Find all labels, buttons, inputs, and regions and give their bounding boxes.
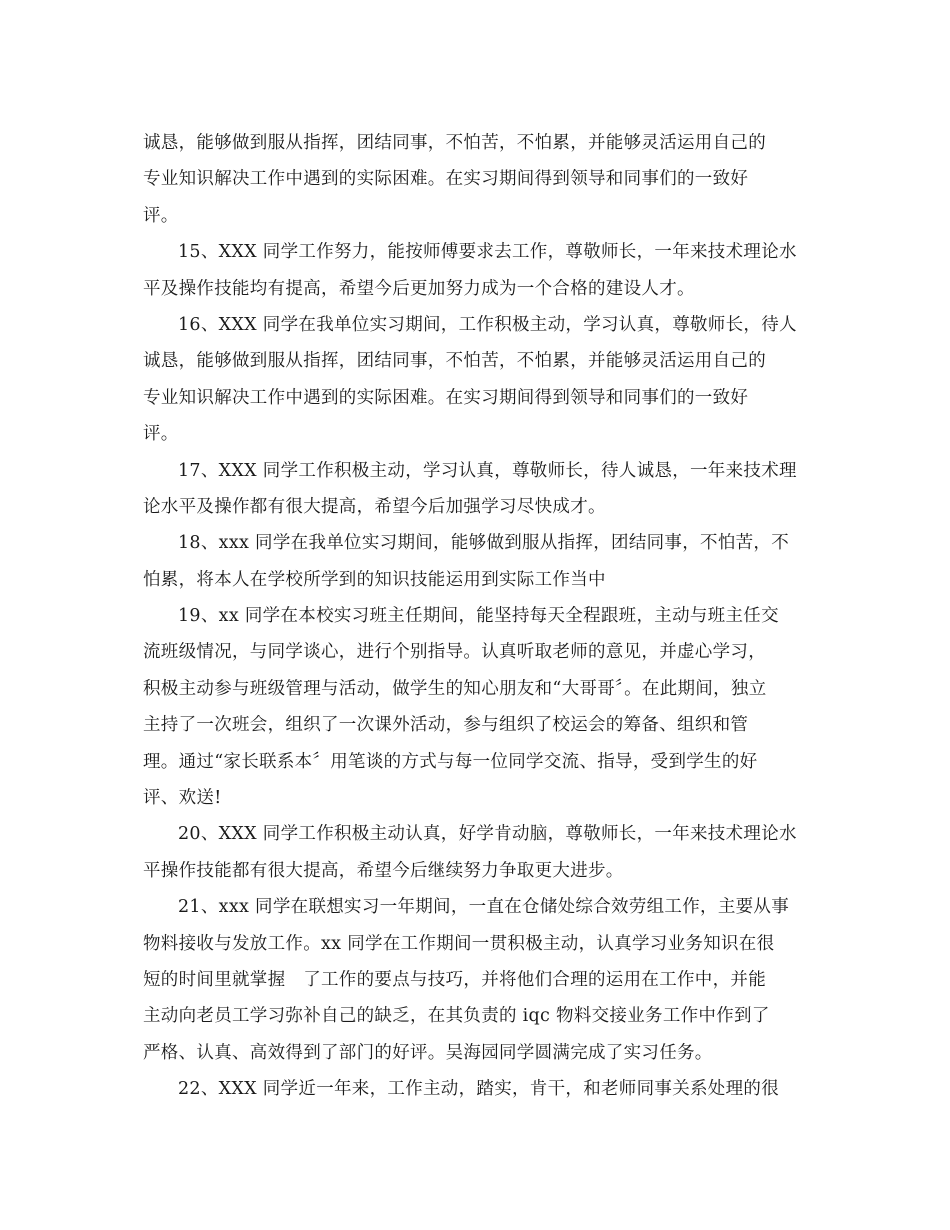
text-line: 理。通过“家长联系本〞用笔谈的方式与每一位同学交流、指导，受到学生的好 [143,751,758,772]
text-line: 17、XXX 同学工作积极主动，学习认真，尊敬师长，待人诚恳，一年来技术理 [178,460,797,481]
text-line: 专业知识解决工作中遇到的实际困难。在实习期间得到领导和同事们的一致好 [143,169,749,190]
text-line: 专业知识解决工作中遇到的实际困难。在实习期间得到领导和同事们的一致好 [143,387,749,408]
paragraph-15 [143,234,823,307]
text-line: 积极主动参与班级管理与活动，做学生的知心朋友和“大哥哥〞。在此期间，独立 [143,678,767,699]
text-line: 22、XXX 同学近一年来，工作主动，踏实，肯干，和老师同事关系处理的很 [178,1079,780,1100]
text-line: 18、xxx 同学在我单位实习期间，能够做到服从指挥，团结同事，不怕苦，不 [178,533,790,554]
paragraph-17 [143,453,823,526]
text-line: 短的时间里就掌握 了工作的要点与技巧，并将他们合理的运用在工作中，并能 [143,969,766,990]
text-line: 诚恳，能够做到服从指挥，团结同事，不怕苦，不怕累，并能够灵活运用自己的 [143,133,766,153]
paragraph-16 [143,307,823,453]
text-line: 16、XXX 同学在我单位实习期间，工作积极主动，学习认真，尊敬师长，待人 [178,314,797,335]
text-line: 怕累，将本人在学校所学到的知识技能运用到实际工作当中 [143,569,606,590]
text-line: 20、XXX 同学工作积极主动认真，好学肯动脑，尊敬师长，一年来技术理论水 [178,824,797,845]
text-line: 主动向老员工学习弥补自己的缺乏，在其负责的 iqc 物料交接业务工作中作到了 [143,1006,770,1027]
text-line: 平操作技能都有很大提高，希望今后继续努力争取更大进步。 [143,860,624,881]
paragraph-continued [143,125,823,234]
text-line: 平及操作技能均有提高，希望今后更加努力成为一个合格的建设人才。 [143,278,695,299]
paragraph-21 [143,889,823,1071]
text-line: 评、欢送! [143,788,222,809]
text-line: 评。 [143,424,179,445]
paragraph-19 [143,598,823,816]
text-line: 流班级情况，与同学谈心，进行个别指导。认真听取老师的意见，并虚心学习， [143,642,766,663]
paragraph-20 [143,816,823,889]
text-line: 物料接收与发放工作。xx 同学在工作期间一贯积极主动，认真学习业务知识在很 [143,933,775,954]
text-line: 21、xxx 同学在联想实习一年期间，一直在仓储处综合效劳组工作，主要从事 [178,897,790,918]
text-line: 严格、认真、高效得到了部门的好评。吴海园同学圆满完成了实习任务。 [143,1042,713,1063]
text-line: 评。 [143,205,179,226]
text-line: 15、XXX 同学工作努力，能按师傅要求去工作，尊敬师长，一年来技术理论水 [178,242,797,263]
document-body [143,125,823,1108]
text-line: 诚恳，能够做到服从指挥，团结同事，不怕苦，不怕累，并能够灵活运用自己的 [143,351,766,372]
paragraph-18 [143,525,823,598]
text-line: 19、xx 同学在本校实习班主任期间，能坚持每天全程跟班，主动与班主任交 [178,606,779,627]
text-line: 论水平及操作都有很大提高，希望今后加强学习尽快成才。 [143,496,606,517]
paragraph-22 [143,1071,823,1107]
text-line: 主持了一次班会，组织了一次课外活动，参与组织了校运会的筹备、组织和管 [143,715,749,736]
